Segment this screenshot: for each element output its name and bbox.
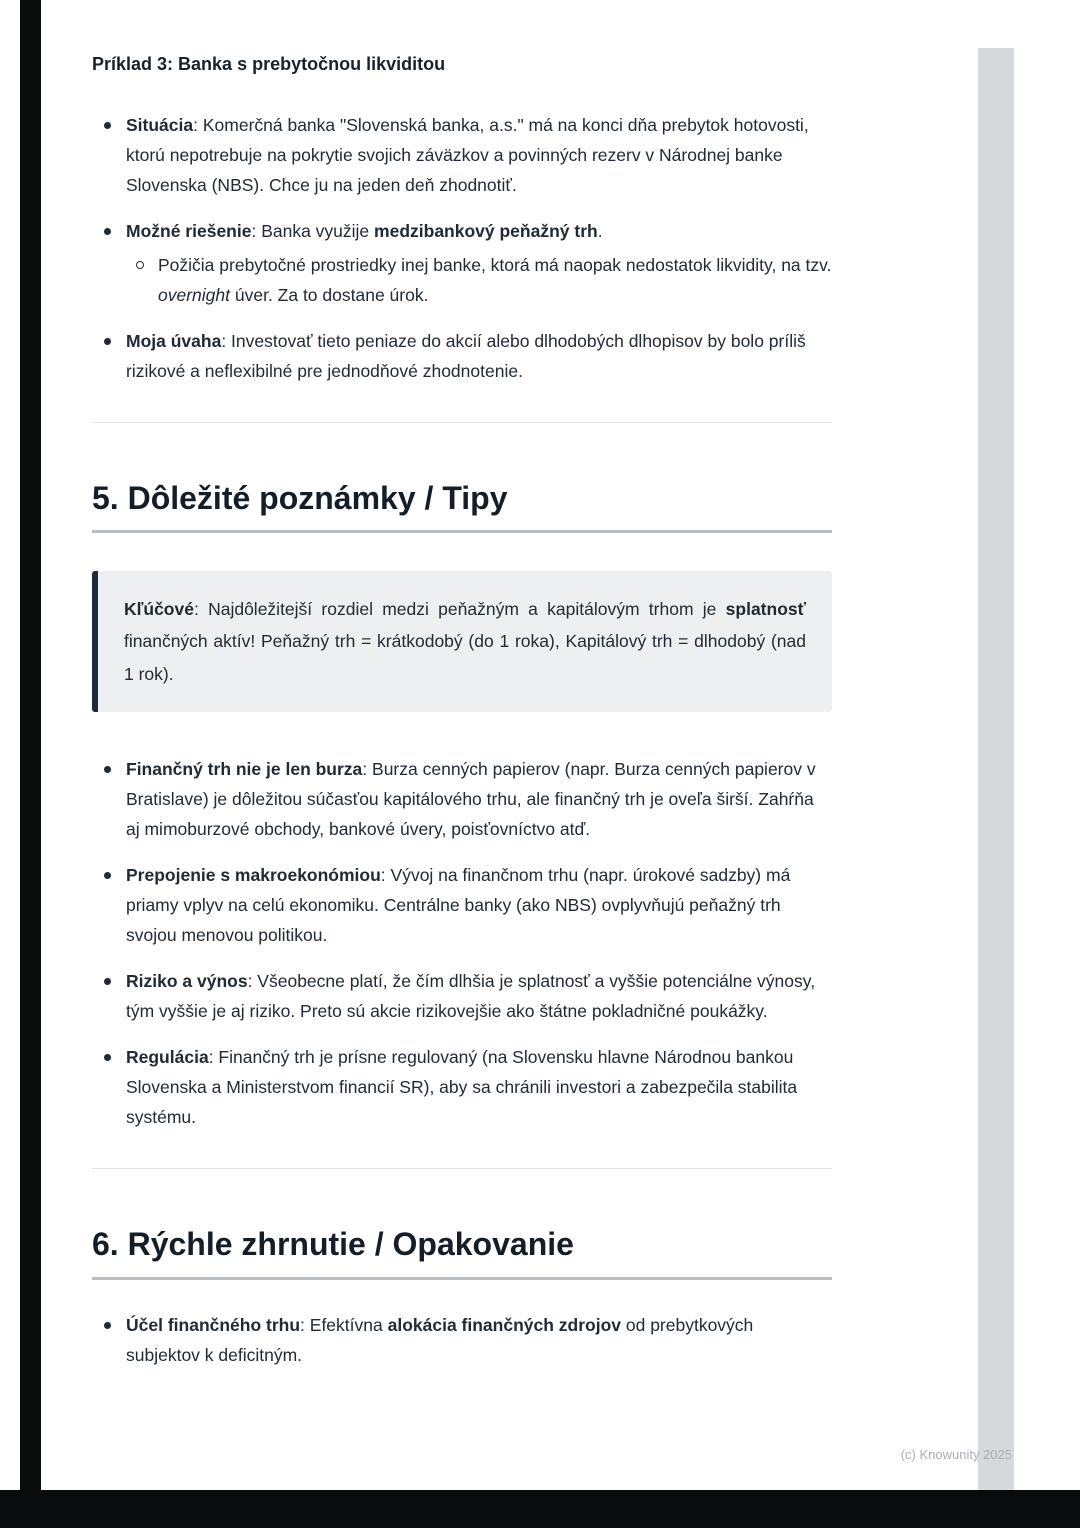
section6-heading-rule: [92, 1277, 832, 1280]
text-run: : Všeobecne platí, že čím dlhšia je splatnosť a vyššie potenciálne výnosy, tým vyššie je aj riziko. Preto sú akcie rizikovejšie ako štátne pokladničné poukážky.: [126, 971, 816, 1022]
bold-text: Účel finančného trhu: [126, 1314, 301, 1335]
text-run: od prebytkových subjektov k deficitným.: [126, 1314, 754, 1365]
bold-text: Riziko a výnos: [126, 971, 248, 992]
bold-text: alokácia finančných zdrojov: [387, 1314, 621, 1335]
text-run: : Efektívna: [300, 1314, 388, 1335]
italic-text: overnight: [158, 284, 230, 305]
text-run: : Vývoj na finančnom trhu (napr. úrokové sadzby) má priamy vplyv na celú ekonomiku. Centrálne banky (ako NBS) ovplyvňujú peňažný trh svojou menovou politikou.: [126, 865, 791, 946]
text-run: : Investovať tieto peniaze do akcií alebo dlhodobých dlhopisov by bolo príliš rizikové a neflexibilné pre jednodňové zhodnotenie.: [126, 330, 806, 381]
key-callout-text: [124, 593, 806, 691]
sub-bullet-item: [126, 250, 832, 310]
bullet-item: [92, 216, 832, 310]
text-run: úver. Za to dostane úrok.: [230, 284, 429, 305]
text-run: : Finančný trh je prísne regulovaný (na Slovensku hlavne Národnou bankou Slovenska a Ministerstvom financií SR), aby sa chránili investori a zabezpečila stabilita systému.: [126, 1047, 798, 1128]
scrollbar-track[interactable]: [978, 48, 1014, 1490]
bold-text: Regulácia: [126, 1047, 209, 1068]
bullet-item: [92, 966, 832, 1026]
text-run: .: [597, 220, 603, 241]
bold-text: Kľúčové: [124, 598, 194, 619]
text-run: : Komerčná banka "Slovenská banka, a.s." má na konci dňa prebytok hotovosti, ktorú nepotrebuje na pokrytie svojich záväzkov a povinných rezerv v Národnej banke Slovenska (NBS). Chce ju na jeden deň zhodnotiť.: [126, 114, 809, 195]
bold-text: splatnosť: [725, 598, 806, 619]
bullet-item: [92, 1042, 832, 1132]
bullet-item: [92, 754, 832, 844]
bullet-item: [92, 860, 832, 950]
bold-text: medzibankový peňažný trh: [374, 220, 598, 241]
bold-text: Prepojenie s makroekonómiou: [126, 865, 381, 886]
section-divider-1: [92, 422, 832, 423]
bold-text: Moja úvaha: [126, 330, 222, 351]
page-left-edge-bar: [20, 0, 41, 1528]
document-content: [92, 54, 832, 1370]
page-bottom-edge-bar: [0, 1490, 1080, 1528]
section-divider-2: [92, 1168, 832, 1169]
key-callout: [92, 571, 832, 713]
text-run: : Burza cenných papierov (napr. Burza cenných papierov v Bratislave) je dôležitou súčasťou kapitálového trhu, ale finančný trh je oveľa širší. Zahŕňa aj mimoburzové obchody, bankové úvery, poisťovníctvo atď.: [126, 759, 816, 840]
bold-text: Situácia: [126, 114, 194, 135]
text-run: : Najdôležitejší rozdiel medzi peňažným a kapitálovým trhom je: [193, 598, 726, 619]
bullet-item: [92, 110, 832, 200]
text-run: finančných aktív! Peňažný trh = krátkodobý (do 1 roka), Kapitálový trh = dlhodobý (nad 1 rok).: [124, 631, 806, 684]
section5-heading-rule: [92, 530, 832, 533]
example-bullet-list: [92, 110, 832, 386]
summary-bullet-list: [92, 1310, 832, 1370]
section5-heading: 5. Dôležité poznámky / Tipy: [92, 479, 508, 516]
sub-bullet-list: [126, 250, 832, 310]
tips-bullet-list: [92, 754, 832, 1132]
section6-heading: 6. Rýchle zhrnutie / Opakovanie: [92, 1226, 574, 1263]
example-heading: Príklad 3: Banka s prebytočnou likviditou: [92, 54, 446, 74]
bullet-item: [92, 326, 832, 386]
text-run: Požičia prebytočné prostriedky inej banke, ktorá má naopak nedostatok likvidity, na tzv.: [158, 254, 832, 275]
watermark: (c) Knowunity 2025: [900, 1447, 1012, 1462]
bullet-item: [92, 1310, 832, 1370]
bold-text: Možné riešenie: [126, 220, 252, 241]
bold-text: Finančný trh nie je len burza: [126, 759, 363, 780]
text-run: : Banka využije: [251, 220, 375, 241]
